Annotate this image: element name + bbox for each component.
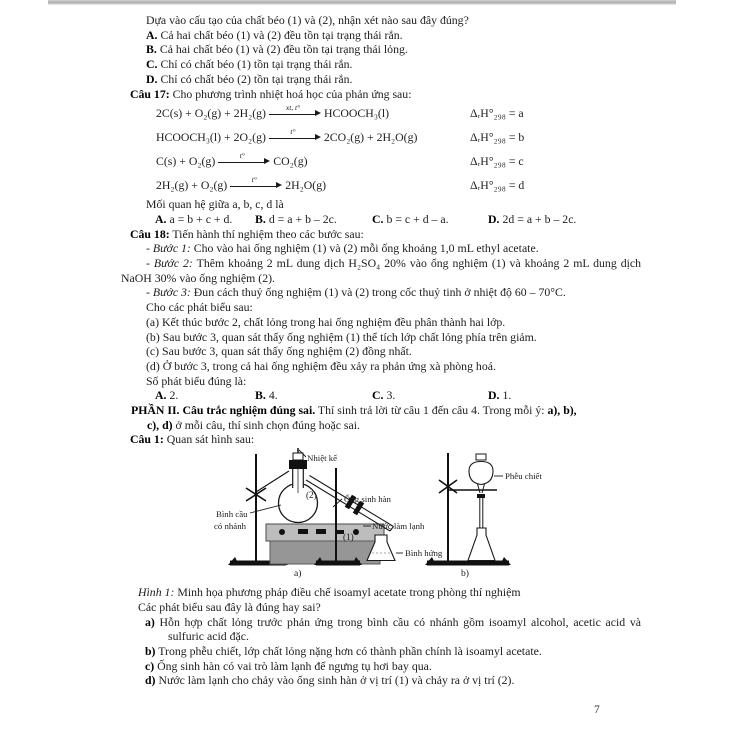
q1-statement-a: a) Hỗn hợp chất lỏng trước phản ứng trong bình cầu có nhánh gồm isoamyl alcohol, acetic acid và sulfuric acid đặc. — [145, 614, 641, 644]
figure-sublabel-a: a) — [294, 568, 302, 580]
enthalpy-value: ΔᵣH°₂₉₈ = b — [470, 129, 525, 144]
statement-label: c) — [145, 658, 155, 673]
q17-option-d: D. 2d = a + b – 2c. — [488, 211, 577, 226]
enthalpy-value: ΔᵣH°₂₉₈ = d — [470, 177, 525, 192]
figure-label-thermometer: Nhiệt kế — [307, 453, 338, 464]
reaction-arrow-icon: t° — [218, 155, 270, 168]
neck-clamp-band — [289, 460, 307, 469]
option-letter: A. — [146, 27, 158, 42]
leader-line — [333, 499, 342, 507]
lab-apparatus-figure — [180, 447, 600, 585]
q16-option-d — [121, 72, 641, 87]
figure-caption: Hình 1: Minh họa phương pháp điều chế isoamyl acetate trong phòng thí nghiệm — [138, 585, 521, 600]
q1-statement-b: b) Trong phễu chiết, lớp chất lỏng nặng hơn có thành phần chính là isoamyl acetate. — [145, 643, 542, 658]
q18-statement-a: (a) Kết thúc bước 2, chất lỏng trong hai ống nghiệm đều phân thành hai lớp. — [146, 314, 506, 329]
page-number: 7 — [594, 704, 600, 716]
q18-step-2: - Bước 2: Thêm khoảng 2 mL dung dịch H₂SO₄ 20% vào ống nghiệm (1) và khoảng 2 mL dung dịch NaOH 30% vào ống nghiệm (2). — [121, 256, 642, 285]
equation-row: 2C(s) + O₂(g) + 2H₂(g) xt, t° HCOOCH₃(l) ΔᵣH°₂₉₈ = a — [156, 102, 524, 120]
option-letter: B. — [146, 42, 157, 57]
q1-header: Câu 1: Quan sát hình sau: — [130, 432, 255, 447]
hot-plate-knob — [279, 529, 285, 535]
q17-relation: Mối quan hệ giữa a, b, c, d là — [146, 197, 284, 212]
enthalpy-value: ΔᵣH°₂₉₈ = c — [470, 153, 524, 168]
q1-question: Các phát biểu sau đây là đúng hay sai? — [138, 599, 321, 614]
option-text: Cả hai chất béo (1) và (2) đều tồn tại trạng thái rắn. — [160, 27, 403, 42]
separating-funnel-body — [469, 462, 493, 485]
funnel-taper — [478, 484, 481, 493]
funnel-stopper — [476, 454, 486, 460]
part2-title: PHẦN II. Câu trắc nghiệm đúng sai. — [131, 403, 316, 418]
q17-option-c: C. b = c + d – a. — [372, 211, 449, 226]
option-letter: C. — [146, 57, 158, 72]
reaction-arrow-icon: t° — [230, 179, 282, 192]
q1-statement-c: c) Ống sinh hàn có vai trò làm lạnh để ngưng tụ hơi bay qua. — [145, 658, 432, 673]
option-text: Chỉ có chất béo (2) tồn tại trạng thái rắn. — [160, 71, 353, 86]
q18-step-3: - Bước 3: Đun cách thuỷ ống nghiệm (1) và (2) trong cốc thuỷ tinh ở nhiệt độ 60 – 70°C. — [146, 285, 566, 300]
q16-option-c — [121, 57, 641, 72]
statement-label: a) — [145, 614, 155, 629]
leader-line — [250, 505, 281, 513]
q1-number: Câu 1: — [130, 432, 164, 447]
q18-option-b: B. 4. — [255, 388, 278, 403]
figure-1 — [121, 447, 641, 585]
step-label: - Bước 1: — [146, 241, 191, 256]
q18-header: Câu 18: Tiến hành thí nghiệm theo các bước sau: — [130, 226, 364, 241]
q18-lead: Cho các phát biểu sau: — [146, 300, 253, 315]
statement-label: b) — [145, 643, 156, 658]
enthalpy-value: ΔᵣH°₂₉₈ = a — [470, 105, 524, 120]
option-text: Chỉ có chất béo (1) tồn tại trạng thái rắn. — [160, 57, 353, 72]
option-text: Cả hai chất béo (1) và (2) đều tồn tại trạng thái lỏng. — [159, 42, 408, 57]
figure-label-flask-2: có nhánh — [214, 521, 247, 532]
figure-label-flask-1: Bình cầu — [216, 509, 248, 520]
figure-label-sep-funnel: Phễu chiết — [505, 471, 542, 482]
reaction-arrow-icon: t° — [269, 131, 321, 144]
q18-option-d: D. 1. — [488, 388, 512, 403]
q17-options — [121, 212, 641, 227]
q18-statement-d: (d) Ở bước 3, trong cả hai ống nghiệm đều xảy ra phản ứng xà phòng hoá. — [146, 358, 496, 373]
q16-option-a — [121, 28, 641, 43]
q1-statement-d: d) Nước làm lạnh cho chảy vào ống sinh hàn ở vị trí (1) và chảy ra ở vị trí (2). — [145, 673, 515, 688]
q18-options — [121, 388, 641, 403]
equation-row: 2H₂(g) + O₂(g) t° 2H₂O(g) ΔᵣH°₂₉₈ = d — [156, 174, 525, 192]
hot-plate-switch — [316, 529, 326, 534]
page-top-shadow — [48, 0, 676, 5]
q18-question: Số phát biểu đúng là: — [146, 373, 247, 388]
q17-equations — [121, 101, 641, 197]
q17-header: Câu 17: Cho phương trình nhiệt hoá học của phản ứng sau: — [130, 86, 412, 101]
funnel-taper — [482, 484, 485, 493]
reaction-arrow-icon: xt, t° — [269, 107, 321, 120]
q16-stem: Dựa vào cấu tạo của chất béo (1) và (2), nhận xét nào sau đây đúng? — [146, 13, 469, 27]
q18-step-1: - Bước 1: Cho vào hai ống nghiệm (1) và (2) mỗi ống khoảng 1,0 mL ethyl acetate. — [146, 241, 539, 256]
q18-statement-c: (c) Sau bước 3, quan sát thấy ống nghiệm (2) đồng nhất. — [146, 344, 412, 359]
option-letter: D. — [146, 71, 158, 86]
equation-row: C(s) + O₂(g) t° CO₂(g) ΔᵣH°₂₉₈ = c — [156, 150, 524, 168]
funnel-stopcock — [477, 494, 485, 498]
statement-label: d) — [145, 673, 156, 688]
thermometer-adapter — [293, 453, 303, 460]
q18-option-c: C. 3. — [372, 388, 396, 403]
hot-plate-switch — [298, 529, 308, 534]
q18-statement-b: (b) Sau bước 3, quan sát thấy ống nghiệm (1) thể tích lớp chất lỏng phía trên giảm. — [146, 329, 537, 344]
collection-flask — [468, 528, 495, 561]
step-label: - Bước 2: — [146, 256, 193, 271]
q17-option-a: A. a = b + c + d. — [155, 211, 233, 226]
hot-plate-knob — [353, 529, 359, 535]
q18-option-a: A. 2. — [155, 388, 179, 403]
caption-label: Hình 1: — [138, 585, 175, 600]
figure-label-pos1: (1) — [343, 532, 354, 543]
q17-number: Câu 17: — [130, 86, 170, 101]
figure-label-cooling-water: Nước làm lạnh — [372, 521, 425, 532]
figure-sublabel-b: b) — [461, 568, 469, 580]
figure-label-condenser: Ống sinh hàn — [344, 494, 391, 505]
equation-row: HCOOCH₃(l) + 2O₂(g) t° 2CO₂(g) + 2H₂O(g) ΔᵣH°₂₉₈ = b — [156, 126, 525, 144]
q17-option-b: B. d = a + b – 2c. — [255, 211, 337, 226]
figure-label-receiver: Bình hứng — [405, 548, 443, 559]
document-content — [121, 13, 641, 688]
step-label: - Bước 3: — [146, 285, 191, 300]
q16-option-b — [121, 42, 641, 57]
q18-number: Câu 18: — [130, 226, 170, 241]
part2-header: PHẦN II. Câu trắc nghiệm đúng sai. Thí sinh trả lời từ câu 1 đến câu 4. Trong mỗi ý: a), b), c), d) ở mỗi câu, thí sinh chọn đúng hoặc sai. — [131, 403, 577, 432]
figure-label-pos2: (2) — [306, 490, 317, 501]
